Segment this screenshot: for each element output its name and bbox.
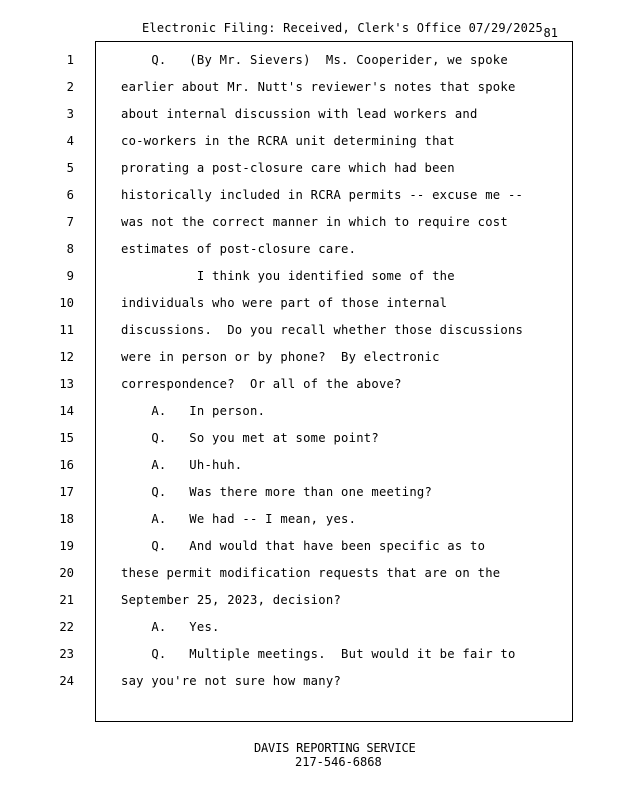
line-text: about internal discussion with lead workers and (121, 107, 478, 121)
transcript-line (0, 371, 618, 398)
line-text: earlier about Mr. Nutt's reviewer's notes that spoke (121, 80, 516, 94)
filing-stamp: Electronic Filing: Received, Clerk's Office 07/29/2025 (142, 21, 543, 35)
transcript-line (0, 128, 618, 155)
line-number: 15 (59, 431, 74, 445)
line-number: 6 (66, 188, 74, 202)
line-number: 23 (59, 647, 74, 661)
line-number: 11 (59, 323, 74, 337)
transcript-line (0, 560, 618, 587)
line-text: A. Uh-huh. (121, 458, 243, 472)
reporter-name: DAVIS REPORTING SERVICE (254, 741, 416, 755)
line-number: 8 (66, 242, 74, 256)
transcript-line (0, 317, 618, 344)
transcript-line (0, 47, 618, 74)
transcript-line (0, 614, 618, 641)
reporter-phone: 217-546-6868 (295, 755, 382, 769)
line-number: 4 (66, 134, 74, 148)
transcript-line (0, 209, 618, 236)
line-number: 7 (66, 215, 74, 229)
line-text: say you're not sure how many? (121, 674, 342, 688)
line-number: 13 (59, 377, 74, 391)
line-text: estimates of post-closure care. (121, 242, 357, 256)
transcript-line (0, 344, 618, 371)
transcript-line (0, 668, 618, 695)
line-number: 18 (59, 512, 74, 526)
transcript-line (0, 398, 618, 425)
transcript-line (0, 452, 618, 479)
transcript-line (0, 155, 618, 182)
line-text: September 25, 2023, decision? (121, 593, 342, 607)
line-number: 10 (59, 296, 74, 310)
line-text: Q. So you met at some point? (121, 431, 379, 445)
line-number: 16 (59, 458, 74, 472)
line-number: 17 (59, 485, 74, 499)
line-text: historically included in RCRA permits -- excuse me -- (121, 188, 524, 202)
line-text: co-workers in the RCRA unit determining that (121, 134, 455, 148)
line-number: 19 (59, 539, 74, 553)
line-text: Q. (By Mr. Sievers) Ms. Cooperider, we spoke (121, 53, 508, 67)
line-text: was not the correct manner in which to require cost (121, 215, 508, 229)
line-number: 20 (59, 566, 74, 580)
transcript-line (0, 290, 618, 317)
line-number: 2 (66, 80, 74, 94)
line-text: Q. Was there more than one meeting? (121, 485, 433, 499)
line-number: 14 (59, 404, 74, 418)
line-text: Q. And would that have been specific as to (121, 539, 486, 553)
transcript-line (0, 641, 618, 668)
line-number: 5 (66, 161, 74, 175)
line-text: A. In person. (121, 404, 266, 418)
line-text: A. Yes. (121, 620, 220, 634)
line-number: 22 (59, 620, 74, 634)
transcript-line (0, 479, 618, 506)
transcript-line (0, 587, 618, 614)
transcript-line (0, 101, 618, 128)
transcript-lines (0, 47, 618, 695)
transcript-line (0, 182, 618, 209)
line-number: 3 (66, 107, 74, 121)
transcript-line (0, 236, 618, 263)
line-number: 21 (59, 593, 74, 607)
transcript-line (0, 533, 618, 560)
line-number: 12 (59, 350, 74, 364)
line-text: Q. Multiple meetings. But would it be fair to (121, 647, 516, 661)
transcript-line (0, 263, 618, 290)
line-text: prorating a post-closure care which had been (121, 161, 455, 175)
line-text: discussions. Do you recall whether those discussions (121, 323, 524, 337)
line-text: A. We had -- I mean, yes. (121, 512, 357, 526)
line-text: these permit modification requests that are on the (121, 566, 501, 580)
line-text: I think you identified some of the (121, 269, 455, 283)
transcript-line (0, 506, 618, 533)
page-number: 81 (543, 26, 558, 40)
line-text: correspondence? Or all of the above? (121, 377, 402, 391)
line-text: individuals who were part of those internal (121, 296, 448, 310)
transcript-line (0, 425, 618, 452)
line-number: 24 (59, 674, 74, 688)
line-text: were in person or by phone? By electronic (121, 350, 440, 364)
line-number: 9 (66, 269, 74, 283)
transcript-line (0, 74, 618, 101)
line-number: 1 (66, 53, 74, 67)
